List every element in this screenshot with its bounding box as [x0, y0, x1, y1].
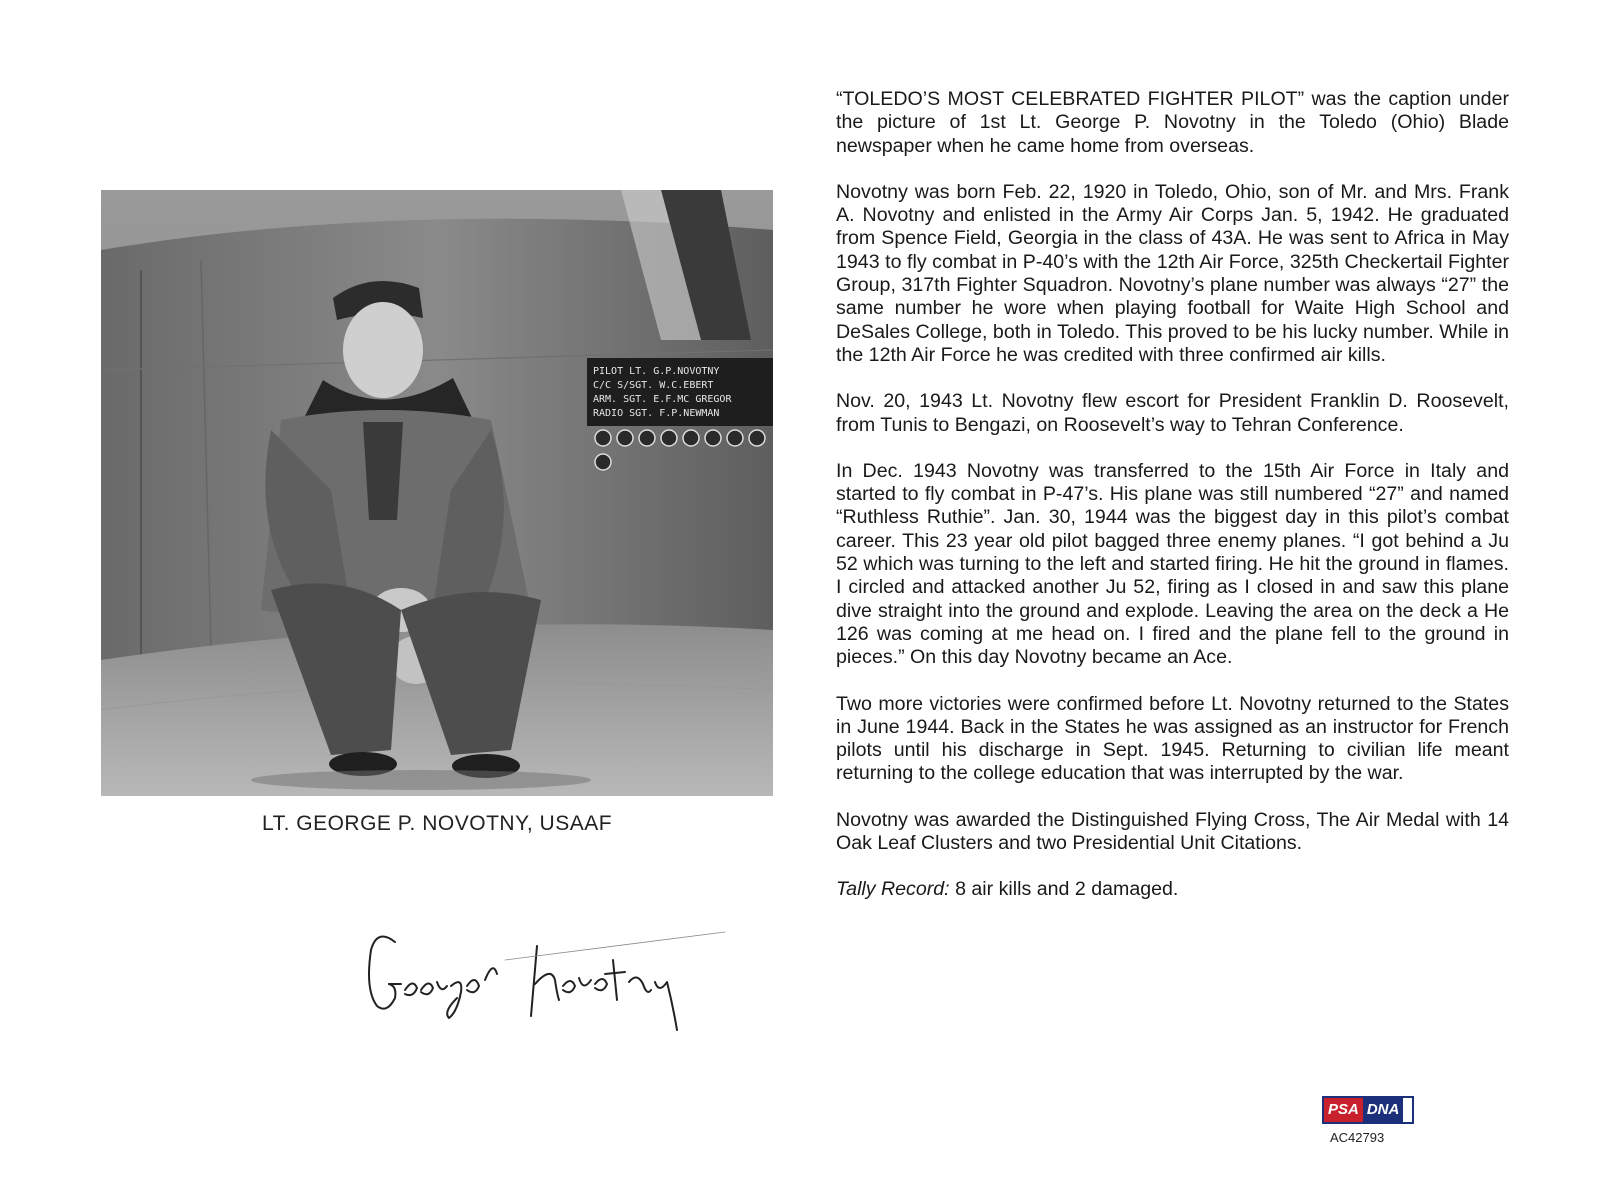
article-paragraph: Novotny was awarded the Distinguished Flying Cross, The Air Medal with 14 Oak Leaf Clusters and two Presidential Unit Citations. — [836, 808, 1509, 855]
article-paragraph: “TOLEDO’S MOST CELEBRATED FIGHTER PILOT” was the caption under the picture of 1st Lt. George P. Novotny in the Toledo (Ohio) Blade newspaper when he came home from overseas. — [836, 88, 1509, 157]
authentication-sticker — [1322, 1096, 1422, 1145]
panel-line-4: RADIO SGT. F.P.NEWMAN — [593, 408, 720, 419]
panel-line-1: PILOT LT. G.P.NOVOTNY — [593, 366, 720, 377]
panel-line-2: C/C S/SGT. W.C.EBERT — [593, 380, 714, 391]
psa-dna-logo — [1322, 1096, 1414, 1124]
pilot-photo-image — [101, 190, 773, 796]
dna-logo-text: DNA — [1363, 1098, 1404, 1122]
autograph-signature — [355, 920, 735, 1040]
signature-drawing — [355, 920, 735, 1040]
article-paragraph: Novotny was born Feb. 22, 1920 in Toledo, Ohio, son of Mr. and Mrs. Frank A. Novotny and enlisted in the Army Air Corps Jan. 5, 1942. He graduated from Spence Field, Georgia in the class of 43A. He was sent to Africa in May 1943 to fly combat in P-40’s with the 12th Air Force, 325th Checkertail Fighter Group, 317th Fighter Squadron. Novotny’s plane number was always “27” the same number he wore when playing football for Waite High School and DeSales College, both in Toledo. This proved to be his lucky number. While in the 12th Air Force he was credited with three confirmed air kills. — [836, 180, 1509, 366]
authentication-code: AC42793 — [1330, 1130, 1385, 1145]
photo-caption: LT. GEORGE P. NOVOTNY, USAAF — [261, 812, 613, 835]
tally-record — [836, 878, 1509, 901]
article-paragraph: In Dec. 1943 Novotny was transferred to the 15th Air Force in Italy and started to fly combat in P-47’s. His plane was still numbered “27” and named “Ruthless Ruthie”. Jan. 30, 1944 was the biggest day in this pilot’s combat career. This 23 year old pilot bagged three enemy planes. “I got behind a Ju 52 which was turning to the left and started firing. He hit the ground in flames. I circled and attacked another Ju 52, firing as I closed in and saw this plane dive straight into the ground and explode. Leaving the area on the deck a He 126 was coming at me head on. I fired and the plane fell to the ground in pieces.” On this day Novotny became an Ace. — [836, 459, 1509, 669]
psa-logo-text: PSA — [1324, 1098, 1363, 1122]
article-paragraph: Two more victories were confirmed before Lt. Novotny returned to the States in June 1944. Back in the States he was assigned as an instructor for French pilots until his discharge in Sept. 1945. Returning to civilian life meant returning to the college education that was interrupted by the war. — [836, 692, 1509, 785]
tally-label: Tally Record: — [836, 878, 950, 901]
tally-value: 8 air kills and 2 damaged. — [949, 878, 1179, 901]
pilot-photo — [101, 190, 773, 796]
biography-article — [836, 88, 1509, 925]
article-paragraph: Nov. 20, 1943 Lt. Novotny flew escort for President Franklin D. Roosevelt, from Tunis to Bengazi, on Roosevelt’s way to Tehran Conference. — [836, 390, 1509, 436]
panel-line-3: ARM. SGT. E.F.MC GREGOR — [593, 394, 732, 405]
